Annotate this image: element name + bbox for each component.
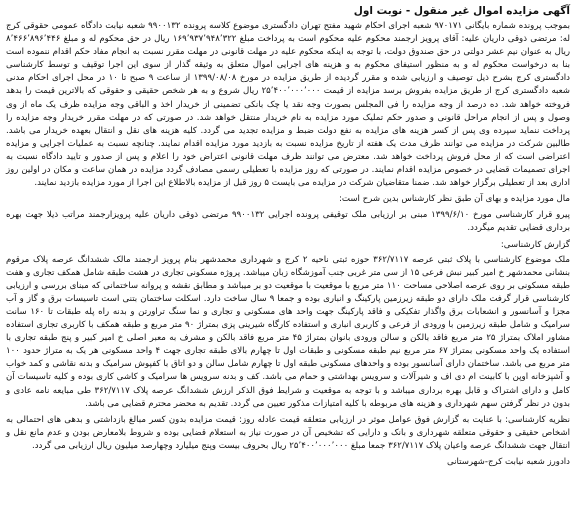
intro-paragraph: بموجب پرونده شماره بایگانی ۹۷۰۱۷۱ شعبه اجرای احکام شهید مفتح تهران دادگستری موضوع کلاسه پرونده ۹۹۰۰۱۳۲ شعبه نیابت دادگاه عمومی حقوقی کرج له: مرتضی ذوقی داریان علیه: آقای پرویز ارجمند محکوم علیه محکوم است به پرداخت مبلغ ۱۶۹٬۹۳۷٬۹۴۸٬۳۲۲ ریال در حق محکوم له و مبلغ ۸٬۴۶۶٬۸۹۶٬۴۴۶ ریال به عنوان نیم عشر دولتی در حق صندوق دولت، با توجه به اینکه محکوم علیه در مهلت قانونی در مهلت مقرر نسبت به انجام مفاد حکم اقدام ننموده است بنا به درخواست محکوم له و به منظور استیفای محکوم به و هزینه های اجرایی اموال متعلق به وثیقه گذار از سوی این اجرا توقیف و توسط کارشناسی دادگستری کرج بشرح ذیل توصیف و ارزیابی شده و مقرر گردیده از طریق مزایده در مورخ ۱۳۹۹/۰۸/۰۸ از ساعت ۹ صبح تا ۱۰ در محل اجرای احکام مدنی شعبه دادگستری کرج از طریق مزایده بفروش برسد مزایده از قیمت ۲۵٬۴۰۰٬۰۰۰٬۰۰۰ ریال شروع و به هر شخص حقیقی و حقوقی که بالاترین قیمت را بدهد فروخته خواهد شد. ده درصد از وجه مزایده را فی المجلس بصورت وجه نقد یا چک بانکی تضمینی از خریدار اخذ و الباقی وجه مزایده ظرف یک ماه از وی وصول و پس از انجام مراحل قانونی و صدور حکم تملیک مورد مزایده به نام خریدار منتقل خواهد شد. در صورتی که در مهلت مقرر خریدار وجه مزایده را پرداخت ننماید سپرده وی پس از کسر هزینه های مزایده به نفع دولت ضبط و مزایده تجدید می گردد. کلیه هزینه های نقل و انتقال بعهده خریدار می باشد. طالبین شرکت در مزایده می توانند ظرف مدت یک هفته از تاریخ مزایده نسبت به بازدید مورد مزایده اقدام نمایند. چنانچه نسبت به عملیات اجرایی و مزایده اعتراضی است که از محل فروش پرداخت خواهد شد. معترض می توانند ظرف مهلت قانونی اعتراض خود را اعلام و پس از صدور و تایید دادگاه نسبت به اجرای تصمیمات قضایی در خصوص مزایده اقدام نمایند. در صورتی که روز مزایده با تعطیلی رسمی مصادف گردد مزایده در همان ساعت و مکان در اولین روز اداری بعد از تعطیلی برگزار خواهد شد. ضمنا متقاضیان شرکت در مزایده می بایست ۵ روز قبل از مزایده بالاطلاع این اجرا از مورد مزایده بازدید نمایند. — [6, 21, 570, 189]
valuation-paragraph: نظریه کارشناسی: با عنایت به گزارش فوق عوامل موثر در ارزیابی متعلقه قیمت عادله روز: قیمت مزایده بدون کسر مبالغ بازداشتی و بدهی های احتمالی به اشخاص حقیقی و حقوقی متعلقه شهرداری و بانک و دارایی که تشخیص آن در صورت نیاز به استعلام قضایی بوده و شروط بلامعارض بودن و عدم مانع نقل و انتقال جهت ششدانگ عرصه واعیان پلاک ۳۶۲/۷۱۱۷ جمعا مبلغ ۲۵٬۴۰۰٬۰۰۰٬۰۰۰ ریال بحروف بیست وپنج میلیارد وچهارصد میلیون ریال ارزیابی می گردد. — [6, 414, 570, 451]
signature: دادورز شعبه نیابت کرج-شهرستانی — [446, 457, 570, 467]
document-title: آگهی مزایده اموال غیر منقول - نوبت اول — [353, 5, 570, 17]
report-paragraph: ملک موضوع کارشناسی با پلاک ثبتی عرصه ۳۶۲/۷۱۱۷ حوزه ثبتی ناحیه ۲ کرج و شهرداری محمدشهر بنام پرویز ارجمند مالک ششدانگ عرصه پلاک مرقوم بنشانی محمدشهر خ امیر کبیر نبش فرعی ۱۵ از سی متر غربی جنب آموزشگاه زبان میباشد. پروژه مسکونی تجاری در هشت طبقه شامل همکف تجاری و هفت طبقه مسکونی بر روی عرصه اصلاحی مساحت ۱۱۰ متر مربع با موقعیت با موقعیت دو بر میباشد و مطابق نقشه و پروانه ساختمانی که مبنای بررسی و ارزیابی کارشناسی قرار گرفت ملک دارای دو طبقه زیرزمین پارکینگ و انباری بوده و جمعا ۹ سال ساخت دارد. اسکلت ساختمان بتنی است تاسیسات برق و گاز و آب مجزا و آسانسور و انشعابات برق واگذار تفکیکی و فاقد پارکینگ جهت واحد های مسکونی و تجاری و نما سنگ تراورتن و بدنه راه پله طبقات تا ۱۶۰ سانت سرامیک و شامل طبقه زیرزمین با ورودی از فرعی و کاربری انباری و استفاده کارگاه شیرینی پزی بمتراژ ۹۰ متر مربع و طبقه همکف با کاربری تجاری استفاده مشاور املاک بمتراژ ۲۵ متر مربع فاقد بالکن و سالن ورودی بانوان بمتراژ ۴۵ متر مربع فاقد بالکن و مشرف به معبر اصلی خ امیر کبیر و پنج طبقه تجاری با استفاده یک واحد مسکونی بمتراژ ۶۷ متر مربع نیم طبقه مسکونی و طبقات اول تا چهارم بالای طبقه تجاری جهت ۴ واحد مسکونی هر یک به متراژ حدود ۱۰۰ متر مربع می باشد. ساختمان دارای آسانسور بوده و واحدهای مسکونی طبقه اول تا چهارم شامل سالن و دو اتاق با کفپوش سرامیک و بدنه نقاشی و کمد خواب و آشپزخانه اوپن با کابینت ام دی اف و شیرآلات و سرویس بهداشتی و حمام می باشد. کف و بدنه سرویس ها سرامیک و کاشی کاری بوده و کلیه تاسیسات آن کامل و دارای اشتراک و قابل بهره برداری میباشد و با توجه به موقعیت و شرایط فوق الذکر ارزش ششدانگ عرصه پلاک ۳۶۲/۷۱۱۷ طی مبایعه نامه عادی و بدون در نظر گرفتن سهم شهرداری و هزینه های مربوطه با کلیه امتیازات مذکور تعیین می گردد. تقدیم به محضر محترم قضایی می باشد. — [6, 254, 570, 409]
notice-paragraph: مال مورد مزایده و بهای آن طبق نظر کارشناس بدین شرح است: — [338, 194, 570, 205]
expert-order-paragraph: پیرو قرار کارشناسی مورخ ۱۳۹۹/۶/۱۰ مبنی بر ارزیابی ملک توقیفی پرونده اجرایی ۹۹۰۰۱۳۲ مرتضی ذوقی داریان علیه پرویزارجمند مراتب ذیلا جهت بهره برداری قضایی تقدیم میگردد. — [6, 210, 570, 234]
report-heading: گزارش کارشناسی: — [500, 239, 570, 250]
